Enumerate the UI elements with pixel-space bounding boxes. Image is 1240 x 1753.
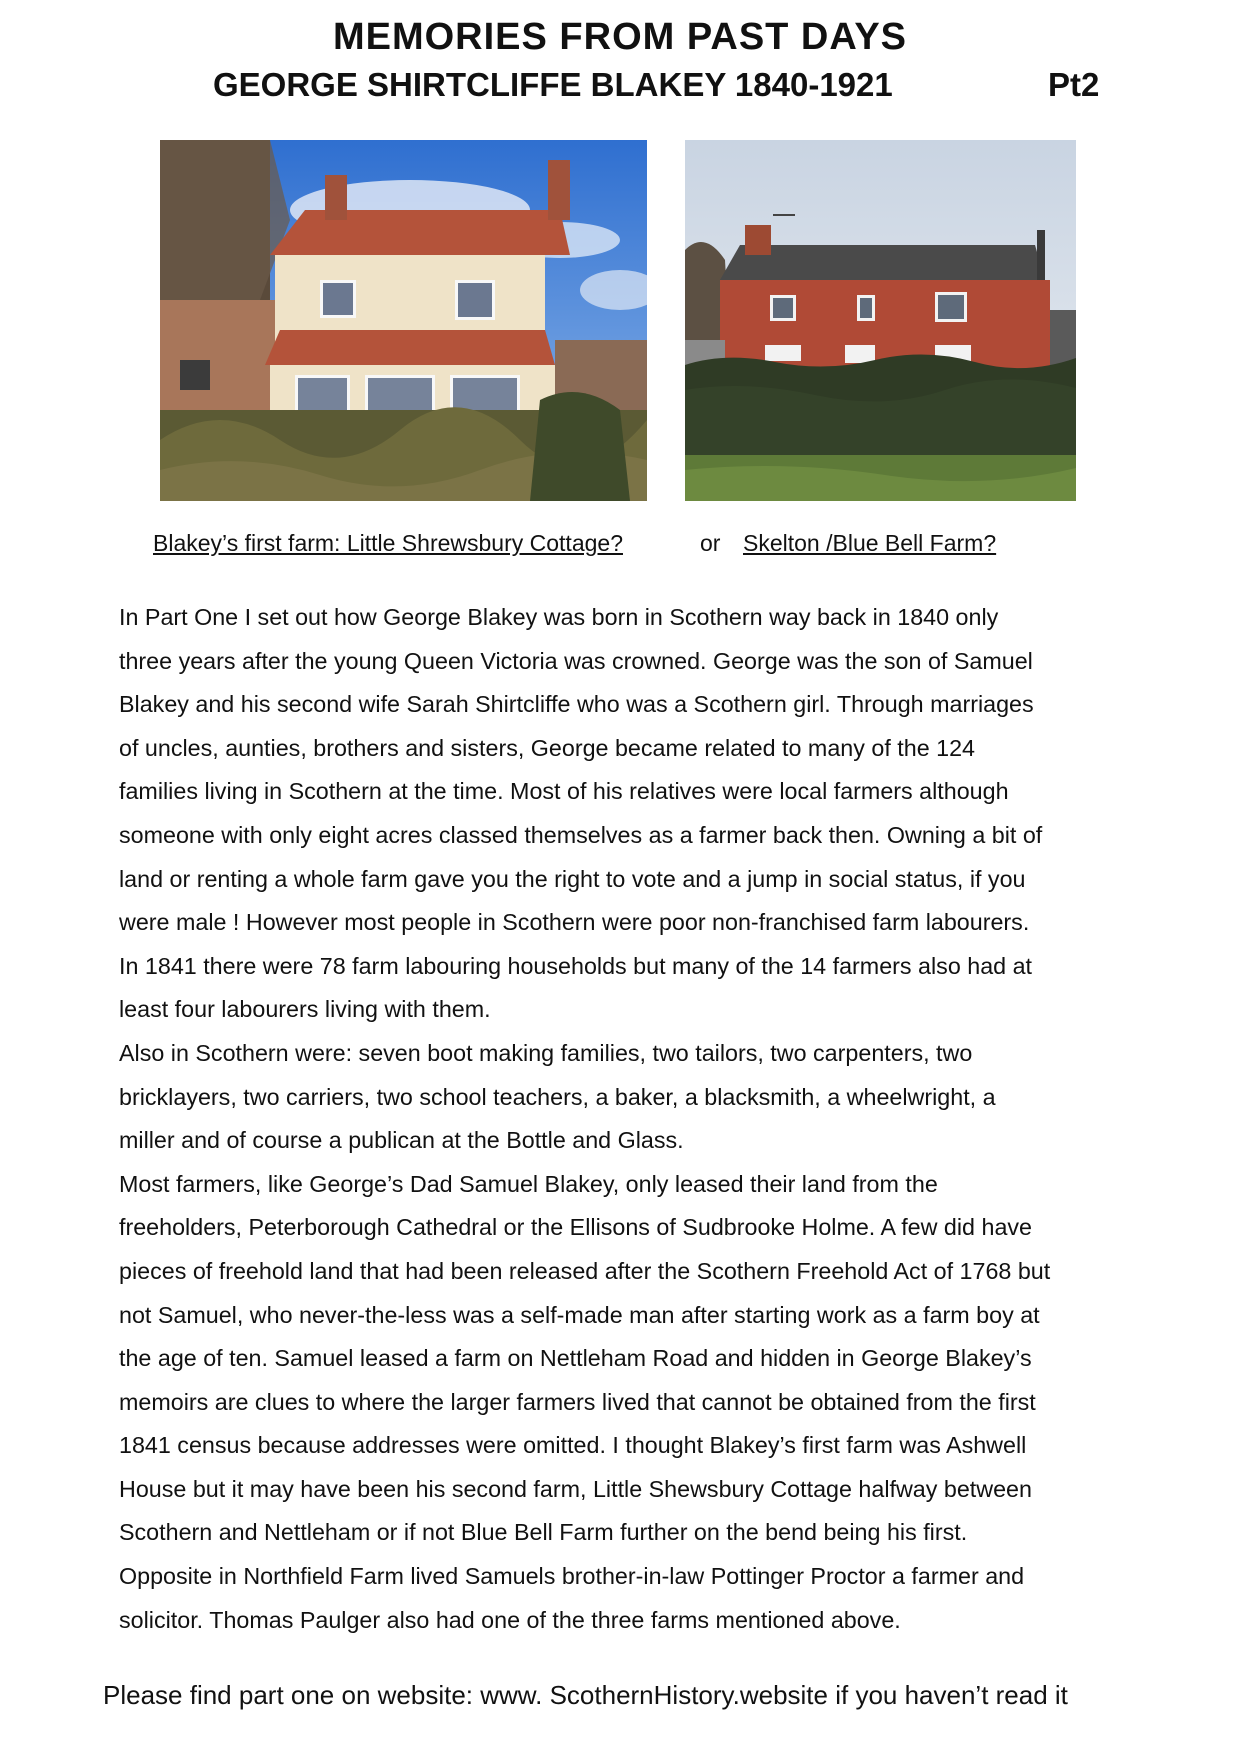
caption-separator: or xyxy=(700,530,721,556)
body-line: 1841 census because addresses were omitted. I thought Blakey’s first farm was Ashwell xyxy=(119,1432,1027,1459)
body-line: least four labourers living with them. xyxy=(119,996,491,1023)
body-line: freeholders, Peterborough Cathedral or the Ellisons of Sudbrooke Holme. A few did have xyxy=(119,1214,1033,1241)
body-line: the age of ten. Samuel leased a farm on Nettleham Road and hidden in George Blakey’s xyxy=(119,1345,1032,1372)
body-line: pieces of freehold land that had been released after the Scothern Freehold Act of 1768 but xyxy=(119,1257,1051,1284)
body-line: Also in Scothern were: seven boot making families, two tailors, two carpenters, two xyxy=(119,1039,973,1066)
body-line: Blakey and his second wife Sarah Shirtcliffe who was a Scothern girl. Through marriages xyxy=(119,691,1034,718)
left-photo-caption: Blakey’s first farm: Little Shrewsbury Cottage? xyxy=(153,530,623,556)
body-line: land or renting a whole farm gave you the right to vote and a jump in social status, if you xyxy=(119,865,1026,892)
body-line: Scothern and Nettleham or if not Blue Bell Farm further on the bend being his first. xyxy=(119,1519,968,1546)
body-line: House but it may have been his second farm, Little Shewsbury Cottage halfway between xyxy=(119,1475,1032,1502)
article-body xyxy=(119,596,1134,1642)
cottage-photo xyxy=(160,140,647,501)
footer-note: Please find part one on website: www. ScothernHistory.website if you haven’t read it xyxy=(103,1680,1068,1710)
body-line: not Samuel, who never-the-less was a self-made man after starting work as a farm boy at xyxy=(119,1301,1040,1328)
body-line: were male ! However most people in Scothern were poor non-franchised farm labourers. xyxy=(119,909,1030,936)
body-line: Most farmers, like George’s Dad Samuel Blakey, only leased their land from the xyxy=(119,1170,938,1197)
body-line: bricklayers, two carriers, two school teachers, a baker, a blacksmith, a wheelwright, a xyxy=(119,1083,996,1110)
body-line: of uncles, aunties, brothers and sisters, George became related to many of the 124 xyxy=(119,734,976,761)
body-line: memoirs are clues to where the larger farmers lived that cannot be obtained from the first xyxy=(119,1388,1036,1415)
body-line: families living in Scothern at the time. Most of his relatives were local farmers although xyxy=(119,778,1009,805)
right-photo-caption: Skelton /Blue Bell Farm? xyxy=(743,530,997,556)
body-line: Opposite in Northfield Farm lived Samuels brother-in-law Pottinger Proctor a farmer and xyxy=(119,1563,1025,1590)
page-subtitle: GEORGE SHIRTCLIFFE BLAKEY 1840-1921 xyxy=(213,66,893,103)
part-label: Pt2 xyxy=(1048,66,1100,103)
body-line: solicitor. Thomas Paulger also had one of the three farms mentioned above. xyxy=(119,1606,901,1633)
farmhouse-photo xyxy=(685,140,1076,501)
cottage-image xyxy=(160,140,647,501)
page-title: MEMORIES FROM PAST DAYS xyxy=(332,16,908,58)
body-line: someone with only eight acres classed themselves as a farmer back then. Owning a bit of xyxy=(119,821,1043,848)
body-line: miller and of course a publican at the Bottle and Glass. xyxy=(119,1127,684,1154)
body-line: In Part One I set out how George Blakey was born in Scothern way back in 1840 only xyxy=(119,604,999,630)
body-line: three years after the young Queen Victoria was crowned. George was the son of Samuel xyxy=(119,647,1033,674)
body-line: In 1841 there were 78 farm labouring households but many of the 14 farmers also had at xyxy=(119,952,1033,979)
farmhouse-image xyxy=(685,140,1076,501)
